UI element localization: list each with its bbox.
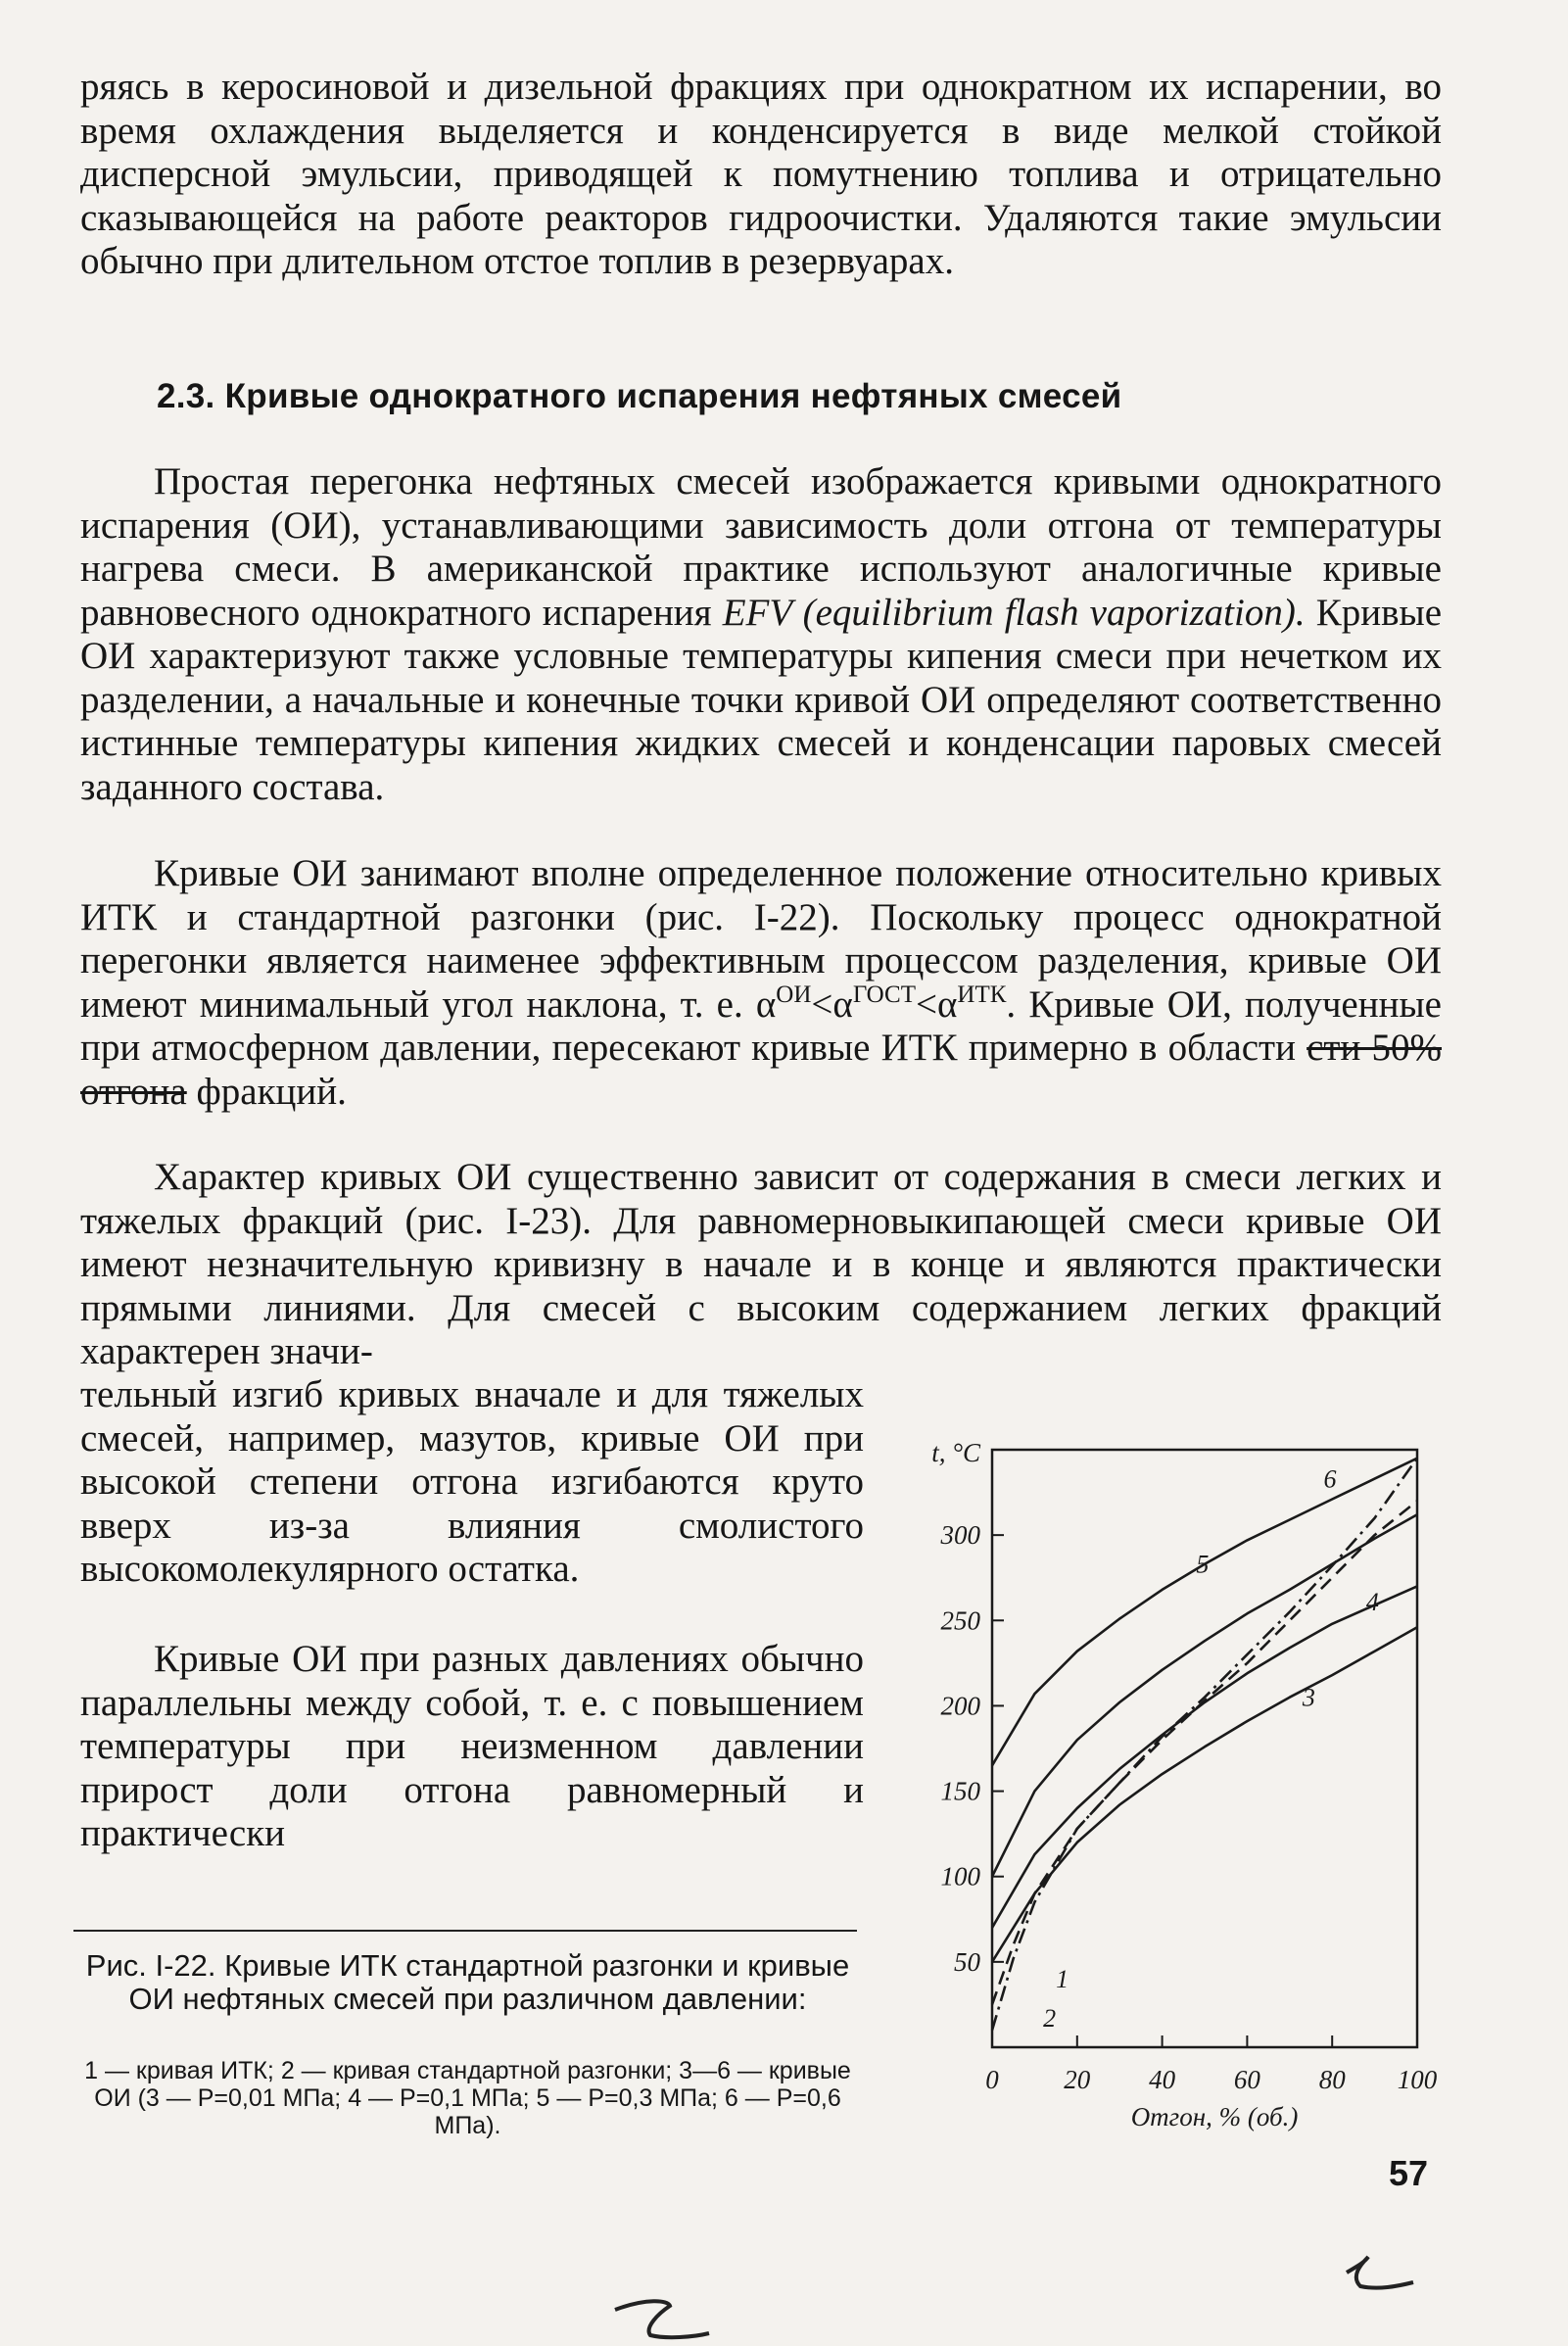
curve-4 <box>992 1586 1417 1928</box>
y-tick-label-150: 150 <box>940 1776 980 1806</box>
figure-caption: Рис. I-22. Кривые ИТК стандартной разгонки и кривые ОИ нефтяных смесей при различном давлении: <box>85 1948 850 2016</box>
curve-label-6: 6 <box>1323 1464 1337 1494</box>
y-tick-label-200: 200 <box>940 1691 980 1721</box>
paragraph-character-text: Характер кривых ОИ существенно зависит от содержания в смеси легких и тяжелых фракций (рис. I-23). Для равномерновыкипающей смеси кривые ОИ имеют незначительную кривизну в начале и в конце и являются практически прямыми линиями. Для смесей с высоким содержанием легких фракций характерен значи- <box>80 1156 1442 1372</box>
section-heading: 2.3. Кривые однократного испарения нефтяных смесей <box>157 377 1122 415</box>
y-axis-label: t, °C <box>931 1438 980 1467</box>
efv-term: EFV (equilibrium flash vaporization). <box>722 591 1306 634</box>
curve-label-1: 1 <box>1056 1965 1069 1993</box>
paragraph-position-text-b: . Кривые ОИ, полученные при атмосферном давлении, пересекают кривые ИТК примерно в области <box>80 982 1442 1069</box>
alpha-itk-superscript: ИТК <box>957 981 1007 1008</box>
curve-label-2: 2 <box>1043 2004 1057 2034</box>
y-tick-label-300: 300 <box>940 1520 980 1551</box>
paragraph-position <box>80 852 1442 1114</box>
paragraph-character <box>80 1156 1442 1374</box>
paragraph-pressure-text: Кривые ОИ при разных давлениях обычно параллельны между собой, т. е. с повышением температуры при неизменном давлении прирост доли отгона равномерный и практически <box>80 1638 864 1854</box>
paragraph-position-text-a: Кривые ОИ занимают вполне определенное положение относительно кривых ИТК и стандартной разгонки (рис. I-22). Поскольку процесс однократной перегонки является наименее эффективным процессом разделения, кривые ОИ имеют минимальный угол наклона, т. е. α <box>80 852 1442 1026</box>
x-tick-label-60: 60 <box>1233 2065 1260 2094</box>
less-than-alpha-2: <α <box>915 982 958 1026</box>
alpha-gost-superscript: ГОСТ <box>852 981 916 1008</box>
handwritten-mark-corner <box>1337 2243 1425 2297</box>
x-tick-label-40: 40 <box>1149 2065 1176 2094</box>
paragraph-position-text-c: фракций. <box>186 1070 347 1113</box>
struck-text: сти 50% отгона <box>80 1027 1443 1113</box>
x-tick-label-0: 0 <box>985 2065 999 2094</box>
plot-frame <box>992 1450 1417 2047</box>
handwritten-mark-bottom <box>607 2292 715 2346</box>
x-axis-label: Отгон, % (об.) <box>1130 2102 1299 2131</box>
y-tick-label-250: 250 <box>940 1605 980 1636</box>
x-tick-label-100: 100 <box>1397 2065 1438 2094</box>
less-than-alpha-1: <α <box>811 982 853 1026</box>
alpha-oi-superscript: ОИ <box>776 981 812 1008</box>
paragraph-intro <box>80 66 1442 284</box>
paragraph-character-continued <box>80 1373 864 1592</box>
paragraph-definition-text-b: Кривые ОИ характеризуют также условные температуры кипения смеси при нечетком их разделении, а начальные и конечные точки кривой ОИ определяют соответственно истинные температуры кипения жидких смесей и конденсации паровых смесей заданного состава. <box>80 591 1442 808</box>
paragraph-pressure <box>80 1638 864 1856</box>
paragraph-intro-text: ряясь в керосиновой и дизельной фракциях при однократном их испарении, во время охлаждения выделяется и конденсируется в виде мелкой стойкой дисперсной эмульсии, приводящей к помутнению топлива и отрицательно сказывающейся на работе реакторов гидроочистки. Удаляются такие эмульсии обычно при длительном отстое топлив в резервуарах. <box>80 66 1442 282</box>
curve-label-3: 3 <box>1302 1683 1315 1712</box>
figure-legend: 1 — кривая ИТК; 2 — кривая стандартной разгонки; 3—6 — кривые ОИ (3 — P=0,01 МПа; 4 — P=0,1 МПа; 5 — P=0,3 МПа; 6 — P=0,6 МПа). <box>84 2057 851 2139</box>
curve-label-5: 5 <box>1196 1550 1210 1579</box>
curve-label-4: 4 <box>1365 1587 1379 1616</box>
caption-divider <box>73 1930 857 1932</box>
y-tick-label-50: 50 <box>954 1946 980 1977</box>
curve-6 <box>992 1459 1417 1766</box>
curve-3 <box>992 1627 1417 1962</box>
page-number: 57 <box>1389 2153 1429 2193</box>
paragraph-definition-text-a: Простая перегонка нефтяных смесей изображается кривыми однократного испарения (ОИ), устанавливающими зависимость доли отгона от температуры нагрева смеси. В американской практике используют аналогичные кривые равновесного однократного испарения <box>80 460 1442 634</box>
figure-i22-chart <box>891 1411 1438 2165</box>
curve-1 <box>992 1459 1417 2034</box>
x-tick-label-80: 80 <box>1318 2065 1346 2094</box>
paragraph-definition <box>80 460 1442 809</box>
y-tick-label-100: 100 <box>940 1861 980 1891</box>
paragraph-character-continued-text: тельный изгиб кривых вначале и для тяжелых смесей, например, мазутов, кривые ОИ при высокой степени отгона изгибаются круто вверх из-за влияния смолистого высокомолекулярного остатка. <box>80 1373 864 1590</box>
x-tick-label-20: 20 <box>1064 2065 1091 2094</box>
